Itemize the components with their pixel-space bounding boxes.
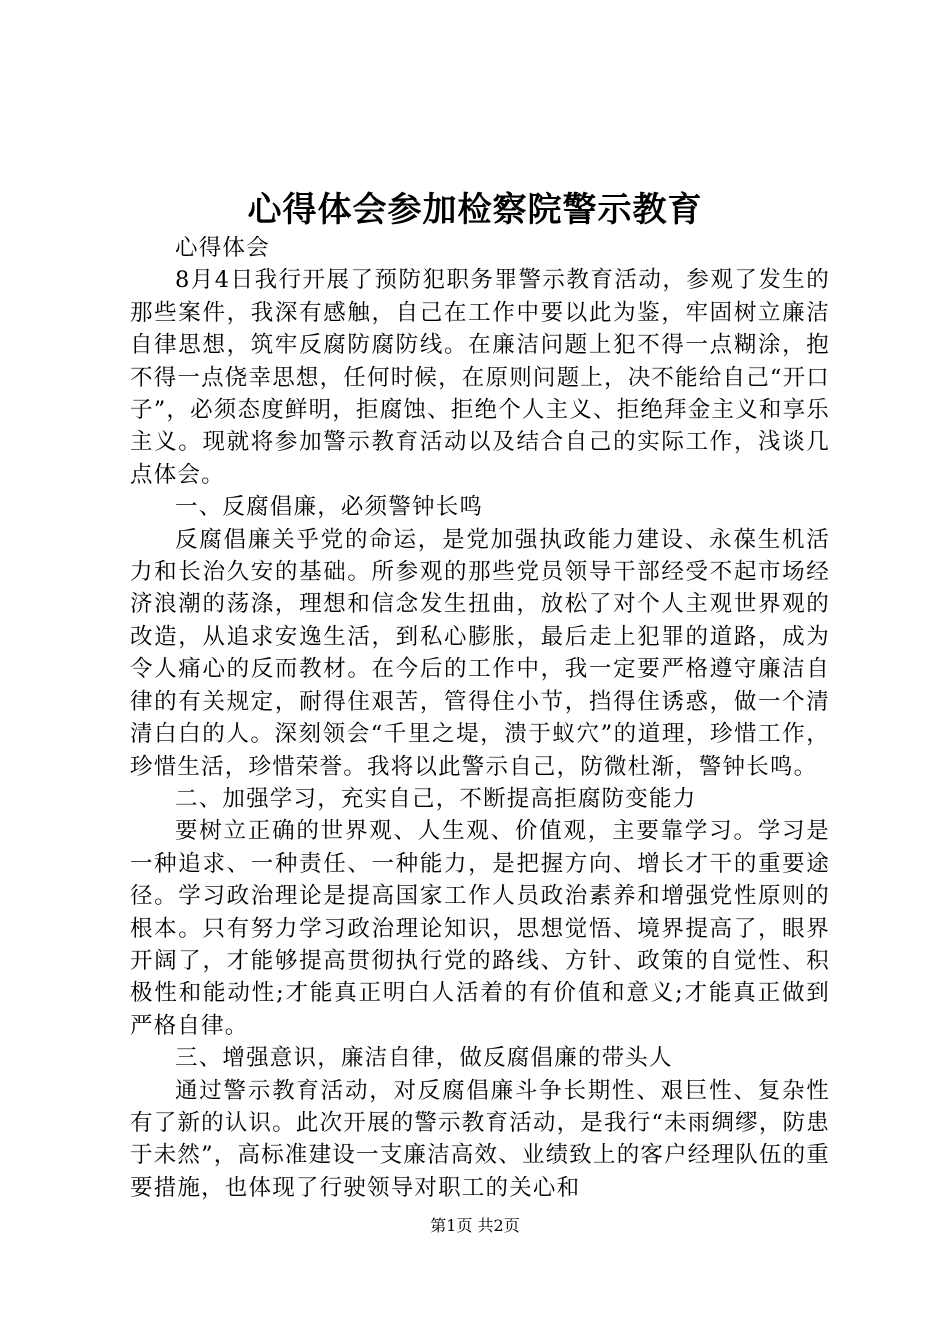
section-2-paragraph: 要树立正确的世界观、人生观、价值观，主要靠学习。学习是一种追求、一种责任、一种能力，是把握方向、增长才干的重要途径。学习政治理论是提高国家工作人员政治素养和增强党性原则的根本。只有努力学习政治理论知识，思想觉悟、境界提高了，眼界开阔了，才能够提高贯彻执行党的路线、方针、政策的自觉性、积极性和能动性;才能真正明白人活着的有价值和意义;才能真正做到严格自律。 — [130, 818, 830, 1039]
section-3-paragraph: 通过警示教育活动，对反腐倡廉斗争长期性、艰巨性、复杂性有了新的认识。此次开展的警示教育活动，是我行“未雨绸缪，防患于未然”，高标准建设一支廉洁高效、业绩致上的客户经理队伍的重要措施，也体现了行驶领导对职工的关心和 — [130, 1077, 831, 1201]
section-heading-1: 一、反腐倡廉，必须警钟长鸣 — [175, 494, 484, 521]
section-heading-3: 三、增强意识，廉洁自律，做反腐倡廉的带头人 — [175, 1045, 673, 1072]
page-number-footer: 第1页 共2页 — [430, 1216, 520, 1235]
section-heading-2: 二、加强学习，充实自己，不断提高拒腐防变能力 — [175, 785, 697, 812]
document-body — [130, 232, 830, 1204]
section-label: 心得体会 — [175, 235, 270, 261]
section-1-paragraph: 反腐倡廉关乎党的命运，是党加强执政能力建设、永葆生机活力和长治久安的基础。所参观的那些党员领导干部经受不起市场经济浪潮的荡涤，理想和信念发生扭曲，放松了对个人主观世界观的改造，从追求安逸生活，到私心膨胀，最后走上犯罪的道路，成为令人痛心的反而教材。在今后的工作中，我一定要严格遵守廉洁自律的有关规定，耐得住艰苦，管得住小节，挡得住诱惑，做一个清清白白的人。深刻领会“千里之堤，溃于蚁穴”的道理，珍惜工作，珍惜生活，珍惜荣誉。我将以此警示自己，防微杜渐，警钟长鸣。 — [130, 526, 830, 780]
document-title: 心得体会参加检察院警示教育 — [247, 190, 703, 230]
intro-paragraph: 8月4日我行开展了预防犯职务罪警示教育活动，参观了发生的那些案件，我深有感触，自己在工作中要以此为鉴，牢固树立廉洁自律思想，筑牢反腐防腐防线。在廉洁问题上犯不得一点糊涂，抱不得一点侥幸思想，任何时候，在原则问题上，决不能给自己“开口子”，必须态度鲜明，拒腐蚀、拒绝个人主义、拒绝拜金主义和享乐主义。现就将参加警示教育活动以及结合自己的实际工作，浅谈几点体会。 — [130, 267, 831, 488]
